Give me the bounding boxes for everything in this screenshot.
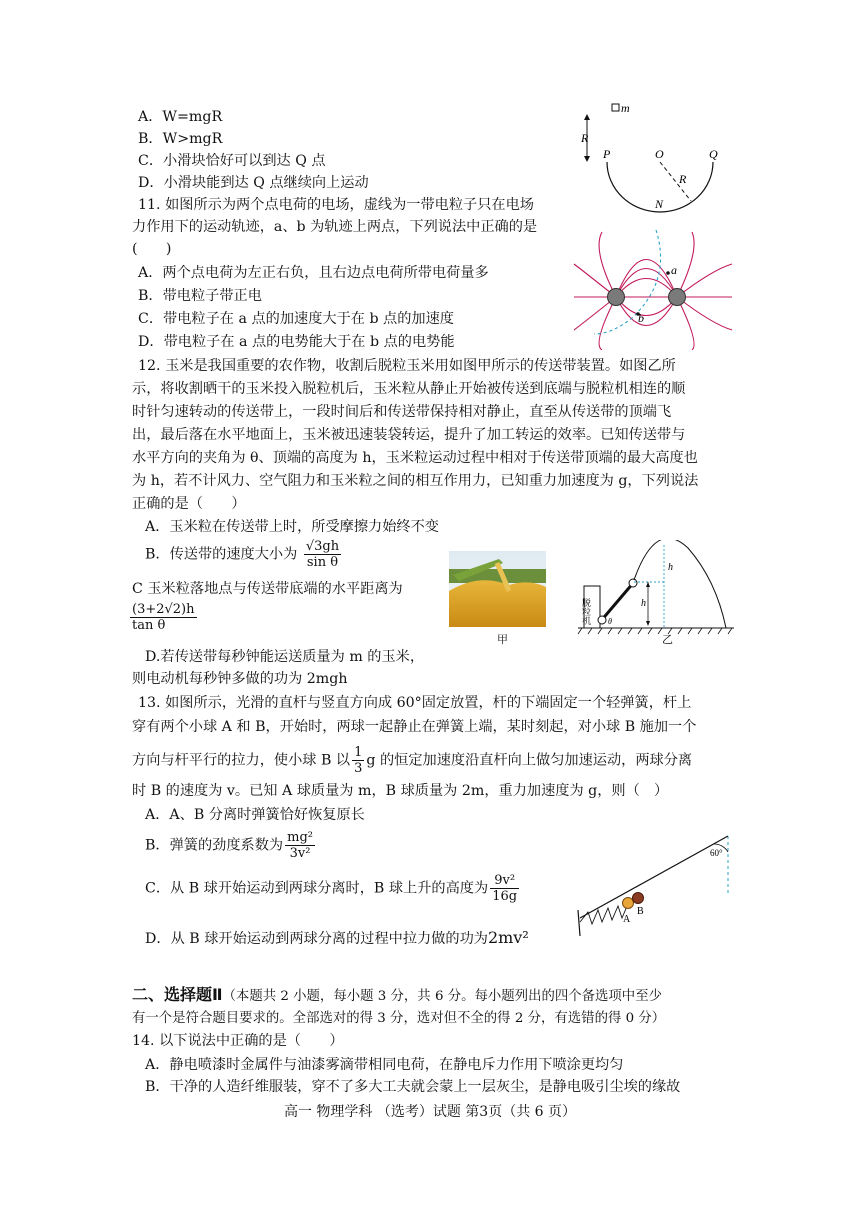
q12-stem-line4: 出，最后落在水平地面上，玉米被迅速装袋转运，提升了加工转运的效率。已知传送带与 xyxy=(132,427,686,443)
q13-option-a: A．A、B 分离时弹簧恰好恢复原长 xyxy=(145,807,365,823)
label-ball-b: B xyxy=(637,906,644,917)
q13-stem-line3 xyxy=(132,745,692,776)
label-b: b xyxy=(638,311,644,325)
label-h-upper: h xyxy=(668,562,673,573)
q12-option-d-line2: 则电动机每秒钟多做的功为 2mgh xyxy=(132,671,348,687)
q12-option-c-text: C 玉米粒落地点与传送带底端的水平距离为 xyxy=(132,581,403,597)
q13-rod-figure xyxy=(568,832,740,944)
q13-option-c-text: C．从 B 球开始运动到两球分离时，B 球上升的高度为 xyxy=(145,880,489,897)
q12-stem-line7: 正确的是（ ） xyxy=(132,496,246,512)
q12-option-a: A．玉米粒在传送带上时，所受摩擦力始终不变 xyxy=(145,519,439,535)
q12-c-numerator: (3+2√2)h xyxy=(132,602,195,617)
q10-semicircle-figure xyxy=(575,98,735,216)
q13-option-b xyxy=(145,830,317,861)
q11-stem-line2: 力作用下的运动轨迹，a、b 为轨迹上两点，下列说法中正确的是 xyxy=(132,219,538,235)
q13-stem-line4: 时 B 的速度为 v。已知 A 球质量为 m，B 球质量为 2m，重力加速度为 g，则（ ） xyxy=(132,783,669,799)
right-point-charge xyxy=(669,289,686,306)
q12-stem-line6: 为 h，若不计风力、空气阻力和玉米粒之间的相互作用力，已知重力加速度为 g，下列说法 xyxy=(132,473,699,489)
q12-option-b-fraction xyxy=(304,539,341,570)
corn-conveyor-photo xyxy=(449,551,546,627)
q14-stem: 14. 以下说法中正确的是（ ） xyxy=(132,1033,344,1049)
q11-option-b: B．带电粒子带正电 xyxy=(138,288,262,304)
label-p: P xyxy=(603,147,611,161)
label-r-height: R xyxy=(581,131,589,145)
q12-stem-line2: 示，将收割晒干的玉米投入脱粒机后，玉米粒从静止开始被传送到底端与脱粒机相连的顺 xyxy=(132,381,686,397)
sliding-block xyxy=(612,104,619,111)
label-o: O xyxy=(655,147,664,161)
section2-heading xyxy=(132,986,662,1006)
q13-option-d-value: 2mv² xyxy=(487,928,529,947)
label-m: m xyxy=(621,101,630,115)
section2-title: 二、选择题Ⅱ xyxy=(132,985,223,1004)
q13-stem-line2: 穿有两个小球 A 和 B，开始时，两球一起静止在弹簧上端，某时刻起，对小球 B 施加一个 xyxy=(132,719,697,735)
q11-option-c: C．带电粒子在 a 点的加速度大于在 b 点的加速度 xyxy=(138,311,454,327)
q11-option-a: A．两个点电荷为左正右负，且右边点电荷所带电荷量多 xyxy=(138,265,489,281)
q12-stem-line3: 时针匀速转动的传送带上，一段时间后和传送带保持相对静止，直至从传送带的顶端飞 xyxy=(132,404,672,420)
q12-option-d-line1: D.若传送带每秒钟能运送质量为 m 的玉米， xyxy=(145,649,425,665)
label-ball-a: A xyxy=(623,914,631,925)
particle-trajectory xyxy=(594,230,661,334)
q12-b-numerator: √3gh xyxy=(305,539,340,554)
threshing-machine-label: 脱粒机 xyxy=(581,598,591,625)
q13-frac-num: 1 xyxy=(354,745,363,760)
figure-jia-label: 甲 xyxy=(497,633,508,646)
q13-option-d-text: D．从 B 球开始运动到两球分离的过程中拉力做的功为 xyxy=(145,931,488,947)
label-theta: θ xyxy=(608,617,612,626)
section2-note-line1: （本题共 2 小题，每小题 3 分，共 6 分。每小题列出的四个备选项中至少 xyxy=(222,989,662,1004)
q12-stem-line1: 12. 玉米是我国重要的农作物，收割后脱粒玉米用如图甲所示的传送带装置。如图乙所 xyxy=(138,358,676,374)
figure-yi-label: 乙 xyxy=(662,633,673,646)
q12-stem-line5: 水平方向的夹角为 θ、顶端的高度为 h，玉米粒运动过程中相对于传送带顶端的最大高度也 xyxy=(132,450,698,466)
q13-c-numerator: 9v² xyxy=(490,873,519,889)
q13-option-c xyxy=(145,873,521,904)
label-a: a xyxy=(671,263,677,277)
label-q: Q xyxy=(709,147,718,161)
inclined-rod xyxy=(580,836,728,918)
label-n: N xyxy=(655,197,664,211)
q14-option-b: B．干净的人造纤维服装，穿不了多大工夫就会蒙上一层灰尘，是静电吸引尘埃的缘故 xyxy=(145,1079,681,1095)
q12-b-denominator: sin θ xyxy=(306,555,339,570)
page-footer: 高一 物理学科 （选考）试题 第3页（共 6 页） xyxy=(283,1104,577,1120)
ball-b xyxy=(633,893,644,904)
q10-option-c: C．小滑块恰好可以到达 Q 点 xyxy=(138,153,326,169)
q13-line3-rest: g 的恒定加速度沿直杆向上做匀加速运动，两球分离 xyxy=(366,752,693,769)
label-60-degrees: 60° xyxy=(710,848,723,858)
q12-option-b-text: B．传送带的速度大小为 xyxy=(145,546,298,563)
q13-b-denominator: 3v² xyxy=(289,846,311,861)
q11-field-figure xyxy=(572,230,734,350)
section2-note-line2: 有一个是符合题目要求的。全部选对的得 3 分，选对但不全的得 2 分，有选错的得 0 分） xyxy=(132,1011,666,1026)
q13-option-b-text: B．弹簧的劲度系数为 xyxy=(145,837,284,854)
label-h-lower: h xyxy=(641,598,646,609)
q11-paren: ( ) xyxy=(132,241,172,257)
q13-stem-line1: 13. 如图所示，光滑的直杆与竖直方向成 60°固定放置，杆的下端固定一个轻弹簧，杆上 xyxy=(138,695,692,711)
q13-frac-den: 3 xyxy=(354,761,363,776)
q13-c-denominator: 16g xyxy=(492,889,518,904)
left-point-charge xyxy=(608,289,625,306)
q14-option-a: A．静电喷漆时金属件与油漆雾滴带相同电荷，在静电斥力作用下喷涂更均匀 xyxy=(145,1057,624,1073)
q12-option-b xyxy=(145,539,343,570)
label-r-radius: R xyxy=(679,172,687,186)
q10-option-b: B．W>mgR xyxy=(138,131,223,147)
ball-a xyxy=(623,898,634,909)
q13-line3-text: 方向与杆平行的拉力，使小球 B 以 xyxy=(132,752,351,769)
q12-option-c-fraction xyxy=(128,602,199,633)
q10-option-d: D．小滑块能到达 Q 点继续向上运动 xyxy=(138,175,369,191)
q11-option-d: D．带电粒子在 a 点的电势能大于在 b 点的电势能 xyxy=(138,334,455,350)
q11-stem-line1: 11. 如图所示为两个点电荷的电场，虚线为一带电粒子只在电场 xyxy=(138,197,534,213)
q10-option-a: A．W=mgR xyxy=(138,109,223,125)
q12-c-denominator: tan θ xyxy=(132,618,166,633)
q13-b-numerator: mg² xyxy=(287,830,313,845)
conveyor-diagram xyxy=(576,540,736,642)
q13-option-d xyxy=(145,929,529,948)
